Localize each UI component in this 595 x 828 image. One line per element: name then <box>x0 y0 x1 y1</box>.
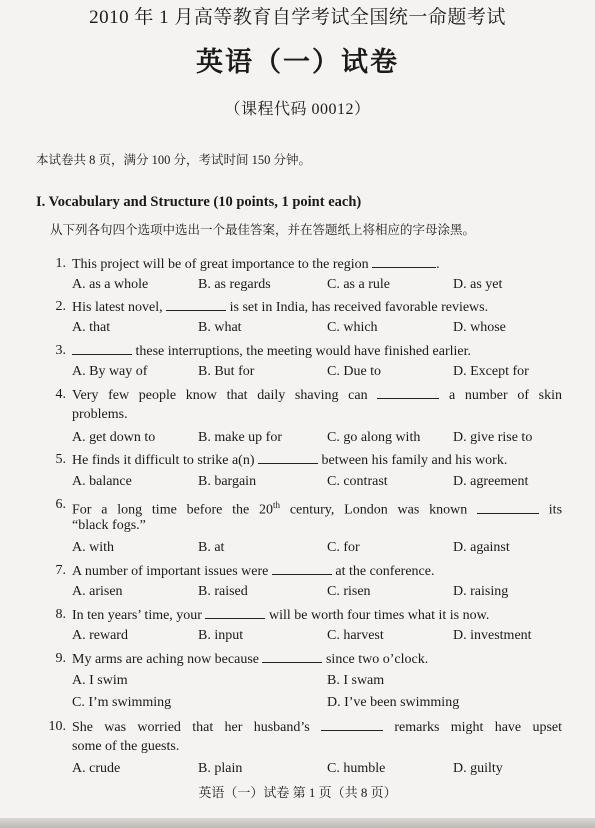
question-continuation: “black fogs.” <box>72 518 146 533</box>
question-text <box>72 562 434 581</box>
scan-edge <box>0 818 595 828</box>
question-number: 4. <box>55 387 66 402</box>
question-stem: Very few people know that daily shaving can <box>72 388 368 403</box>
question-number: 5. <box>55 452 66 467</box>
question-stem: For a long time before the 20 <box>72 502 274 518</box>
option-a: A. arisen <box>72 584 123 599</box>
answer-blank <box>477 501 539 514</box>
exam-title: 2010 年 1 月高等教育自学考试全国统一命题考试 <box>89 7 506 28</box>
option-c: C. which <box>327 320 378 335</box>
option-d: D. I’ve been swimming <box>327 695 460 710</box>
question-stem: A number of important issues were <box>72 564 269 579</box>
question-number: 1. <box>55 256 66 271</box>
question-stem-end: remarks might have upset <box>394 720 563 735</box>
option-b: B. make up for <box>198 430 282 445</box>
option-a: A. By way of <box>72 364 148 379</box>
option-c: C. contrast <box>327 474 388 489</box>
question-stem: This project will be of great importance to the region <box>72 257 369 272</box>
question-continuation: some of the guests. <box>72 739 180 754</box>
answer-blank <box>262 650 322 663</box>
option-c: C. go along with <box>327 430 421 445</box>
question-continuation: problems. <box>72 407 128 422</box>
option-d: D. whose <box>453 320 506 335</box>
option-a: A. reward <box>72 628 128 643</box>
question-text <box>72 650 428 669</box>
paper-title: 英语（一）试卷 <box>196 47 399 77</box>
option-d: D. give rise to <box>453 430 533 445</box>
option-b: B. But for <box>198 364 255 379</box>
answer-blank <box>372 255 436 268</box>
question-text <box>72 342 471 361</box>
question-text <box>72 451 507 470</box>
option-a: A. as a whole <box>72 277 149 292</box>
option-c: C. I’m swimming <box>72 695 172 710</box>
option-c: C. risen <box>327 584 371 599</box>
option-d: D. guilty <box>453 761 503 776</box>
answer-blank <box>258 451 318 464</box>
course-code: （课程代码 00012） <box>224 101 371 118</box>
option-b: B. plain <box>198 761 243 776</box>
option-d: D. against <box>453 540 510 555</box>
option-b: B. input <box>198 628 244 643</box>
question-text <box>72 606 489 625</box>
option-a: A. crude <box>72 761 121 776</box>
answer-blank <box>166 298 226 311</box>
answer-blank <box>72 342 132 355</box>
option-c: C. Due to <box>327 364 382 379</box>
exam-intro: 本试卷共 8 页，满分 100 分，考试时间 150 分钟。 <box>36 153 312 167</box>
option-d: D. Except for <box>453 364 529 379</box>
question-stem-end: a number of skin <box>448 388 562 403</box>
question-text <box>72 298 488 317</box>
question-number: 2. <box>55 299 66 314</box>
question-stem: He finds it difficult to strike a(n) <box>72 453 255 468</box>
question-stem-mid: century, London was known <box>289 502 468 518</box>
option-b: B. at <box>198 540 225 555</box>
ordinal-suffix: th <box>273 500 281 510</box>
question-number: 3. <box>55 343 66 358</box>
question-text <box>72 718 562 737</box>
option-c: C. harvest <box>327 628 384 643</box>
question-stem-end: its <box>548 502 563 518</box>
section-instruction: 从下列各句四个选项中选出一个最佳答案，并在答题纸上将相应的字母涂黑。 <box>50 223 476 237</box>
question-stem-end: between his family and his work. <box>321 453 508 468</box>
page-footer: 英语（一）试卷 第 1 页（共 8 页） <box>198 785 397 800</box>
question-stem-end: is set in India, has received favorable reviews. <box>229 300 489 315</box>
option-a: A. get down to <box>72 430 156 445</box>
question-stem-end: . <box>436 257 440 272</box>
option-d: D. as yet <box>453 277 503 292</box>
question-stem-end: will be worth four times what it is now. <box>268 608 490 623</box>
question-stem-end: at the conference. <box>335 564 435 579</box>
option-c: C. for <box>327 540 360 555</box>
question-number: 7. <box>55 563 66 578</box>
option-a: A. with <box>72 540 114 555</box>
answer-blank <box>321 718 383 731</box>
option-b: B. what <box>198 320 242 335</box>
option-b: B. I swam <box>327 673 385 688</box>
question-stem: In ten years’ time, your <box>72 608 202 623</box>
question-number: 8. <box>55 607 66 622</box>
option-b: B. bargain <box>198 474 257 489</box>
question-text <box>72 386 562 405</box>
section-title: I. Vocabulary and Structure (10 points, 1 point each) <box>36 194 362 210</box>
option-d: D. investment <box>453 628 532 643</box>
question-text <box>72 255 440 274</box>
option-a: A. balance <box>72 474 132 489</box>
question-stem: My arms are aching now because <box>72 652 259 667</box>
option-c: C. humble <box>327 761 386 776</box>
option-d: D. agreement <box>453 474 529 489</box>
question-stem: His latest novel, <box>72 300 163 315</box>
option-b: B. as regards <box>198 277 271 292</box>
option-a: A. I swim <box>72 673 128 688</box>
option-d: D. raising <box>453 584 509 599</box>
question-number: 10. <box>48 719 66 734</box>
question-stem-end: these interruptions, the meeting would have finished earlier. <box>135 344 472 359</box>
option-a: A. that <box>72 320 111 335</box>
answer-blank <box>272 562 332 575</box>
question-stem-end: since two o’clock. <box>325 652 429 667</box>
answer-blank <box>205 606 265 619</box>
answer-blank <box>377 386 439 399</box>
question-number: 9. <box>55 651 66 666</box>
question-stem: She was worried that her husband’s <box>72 720 310 735</box>
option-b: B. raised <box>198 584 248 599</box>
option-c: C. as a rule <box>327 277 390 292</box>
question-number: 6. <box>55 497 66 512</box>
